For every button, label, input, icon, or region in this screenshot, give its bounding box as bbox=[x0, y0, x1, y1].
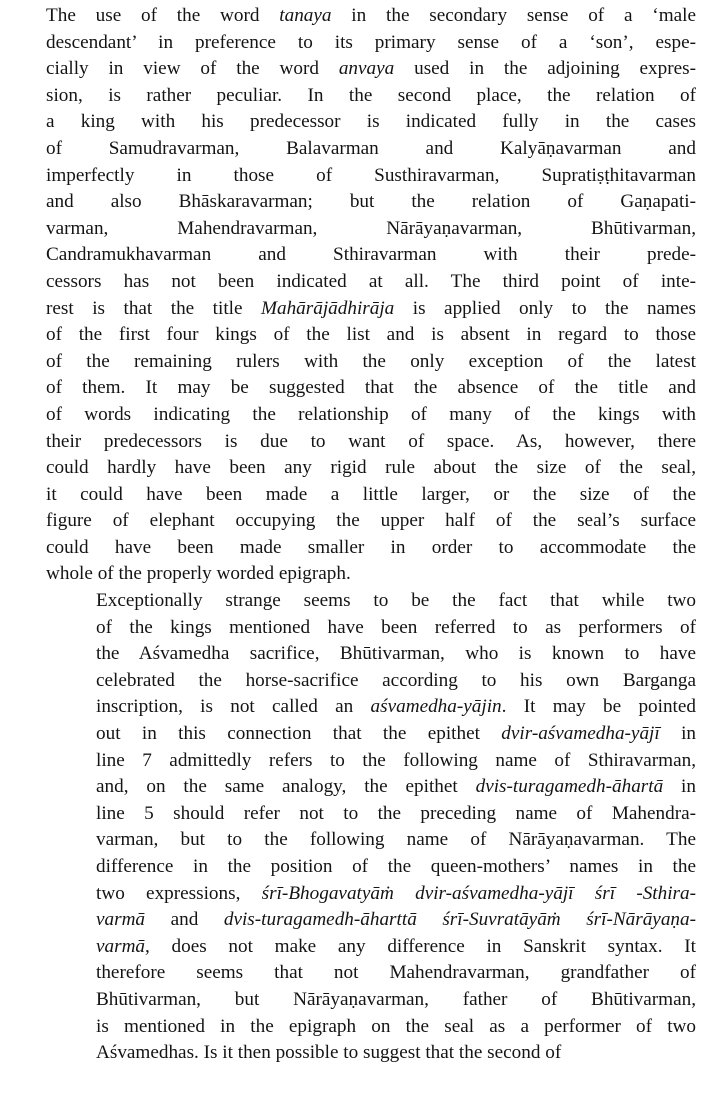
text-line: is mentioned in the epigraph on the seal as a performer of two bbox=[96, 1015, 696, 1037]
text-line: varman, Mahendravarman, Nārāyaṇavarman, Bhūtivarman, bbox=[46, 217, 696, 239]
text-line: varmā, does not make any difference in Sanskrit syntax. It bbox=[96, 935, 696, 957]
text-line: varman, but to the following name of Nārāyaṇavarman. The bbox=[96, 829, 696, 851]
text-line: a king with his predecessor is indicated fully in the cases bbox=[46, 111, 696, 133]
paragraph-1 bbox=[46, 3, 696, 588]
text-line: varmā and dvis-turagamedh-āharttā śrī-Suvratāyāṁ śrī-Nārāyaṇa- bbox=[96, 909, 696, 931]
text-line: could have been made smaller in order to accommodate the bbox=[46, 536, 696, 558]
text-line: line 5 should refer not to the preceding name of Mahendra- bbox=[96, 802, 696, 824]
text-line: the Aśvamedha sacrifice, Bhūtivarman, who is known to have bbox=[96, 643, 696, 665]
text-line: Exceptionally strange seems to be the fact that while two bbox=[96, 590, 696, 612]
text-line: Candramukhavarman and Sthiravarman with their prede- bbox=[46, 244, 696, 266]
text-line: line 7 admittedly refers to the following name of Sthiravarman, bbox=[96, 749, 696, 771]
text-line: of the first four kings of the list and is absent in regard to those bbox=[46, 324, 696, 346]
text-line: of the remaining rulers with the only exception of the latest bbox=[46, 350, 696, 372]
text-line: of words indicating the relationship of many of the kings with bbox=[46, 403, 696, 425]
text-line: sion, is rather peculiar. In the second place, the relation of bbox=[46, 84, 696, 106]
text-line: difference in the position of the queen-mothers’ names in the bbox=[96, 856, 696, 877]
text-line: it could have been made a little larger, or the size of the bbox=[46, 483, 696, 505]
text-line: therefore seems that not Mahendravarman, grandfather of bbox=[96, 962, 696, 984]
text-line: could hardly have been any rigid rule about the size of the seal, bbox=[46, 457, 696, 479]
text-line: The use of the word tanaya in the secondary sense of a ‘male bbox=[46, 5, 696, 26]
text-line: of Samudravarman, Balavarman and Kalyāṇavarman and bbox=[46, 137, 696, 159]
text-line: out in this connection that the epithet dvir-aśvamedha-yājī in bbox=[96, 723, 696, 745]
text-line: and, on the same analogy, the epithet dvis-turagamedh-āhartā in bbox=[96, 776, 696, 798]
text-line: imperfectly in those of Susthiravarman, Supratiṣṭhitavarman bbox=[46, 164, 696, 186]
text-line: figure of elephant occupying the upper half of the seal’s surface bbox=[46, 510, 696, 532]
text-line: celebrated the horse-sacrifice according to his own Barganga bbox=[96, 669, 696, 691]
text-line: of the kings mentioned have been referred to as performers of bbox=[96, 616, 696, 638]
paragraph-2 bbox=[46, 588, 696, 1067]
text-line: two expressions, śrī-Bhogavatyāṁ dvir-aśvamedha-yājī śrī -Sthira- bbox=[96, 882, 697, 904]
text-line: their predecessors is due to want of space. As, however, there bbox=[46, 430, 696, 452]
document-page bbox=[46, 3, 696, 1067]
text-line: of them. It may be suggested that the absence of the title and bbox=[46, 377, 696, 399]
text-line: whole of the properly worded epigraph. bbox=[46, 563, 351, 585]
text-line: and also Bhāskaravarman; but the relation of Gaṇapati- bbox=[46, 191, 696, 213]
text-line: descendant’ in preference to its primary sense of a ‘son’, espe- bbox=[46, 31, 696, 53]
text-line: cessors has not been indicated at all. The third point of inte- bbox=[46, 270, 696, 292]
text-line: cially in view of the word anvaya used in the adjoining expres- bbox=[46, 58, 696, 80]
text-line: Aśvamedhas. Is it then possible to suggest that the second of bbox=[96, 1042, 562, 1064]
text-line: inscription, is not called an aśvamedha-yājin. It may be pointed bbox=[96, 696, 697, 718]
text-line: rest is that the title Mahārājādhirāja is applied only to the names bbox=[46, 297, 696, 319]
text-line: Bhūtivarman, but Nārāyaṇavarman, father of Bhūtivarman, bbox=[96, 988, 696, 1010]
